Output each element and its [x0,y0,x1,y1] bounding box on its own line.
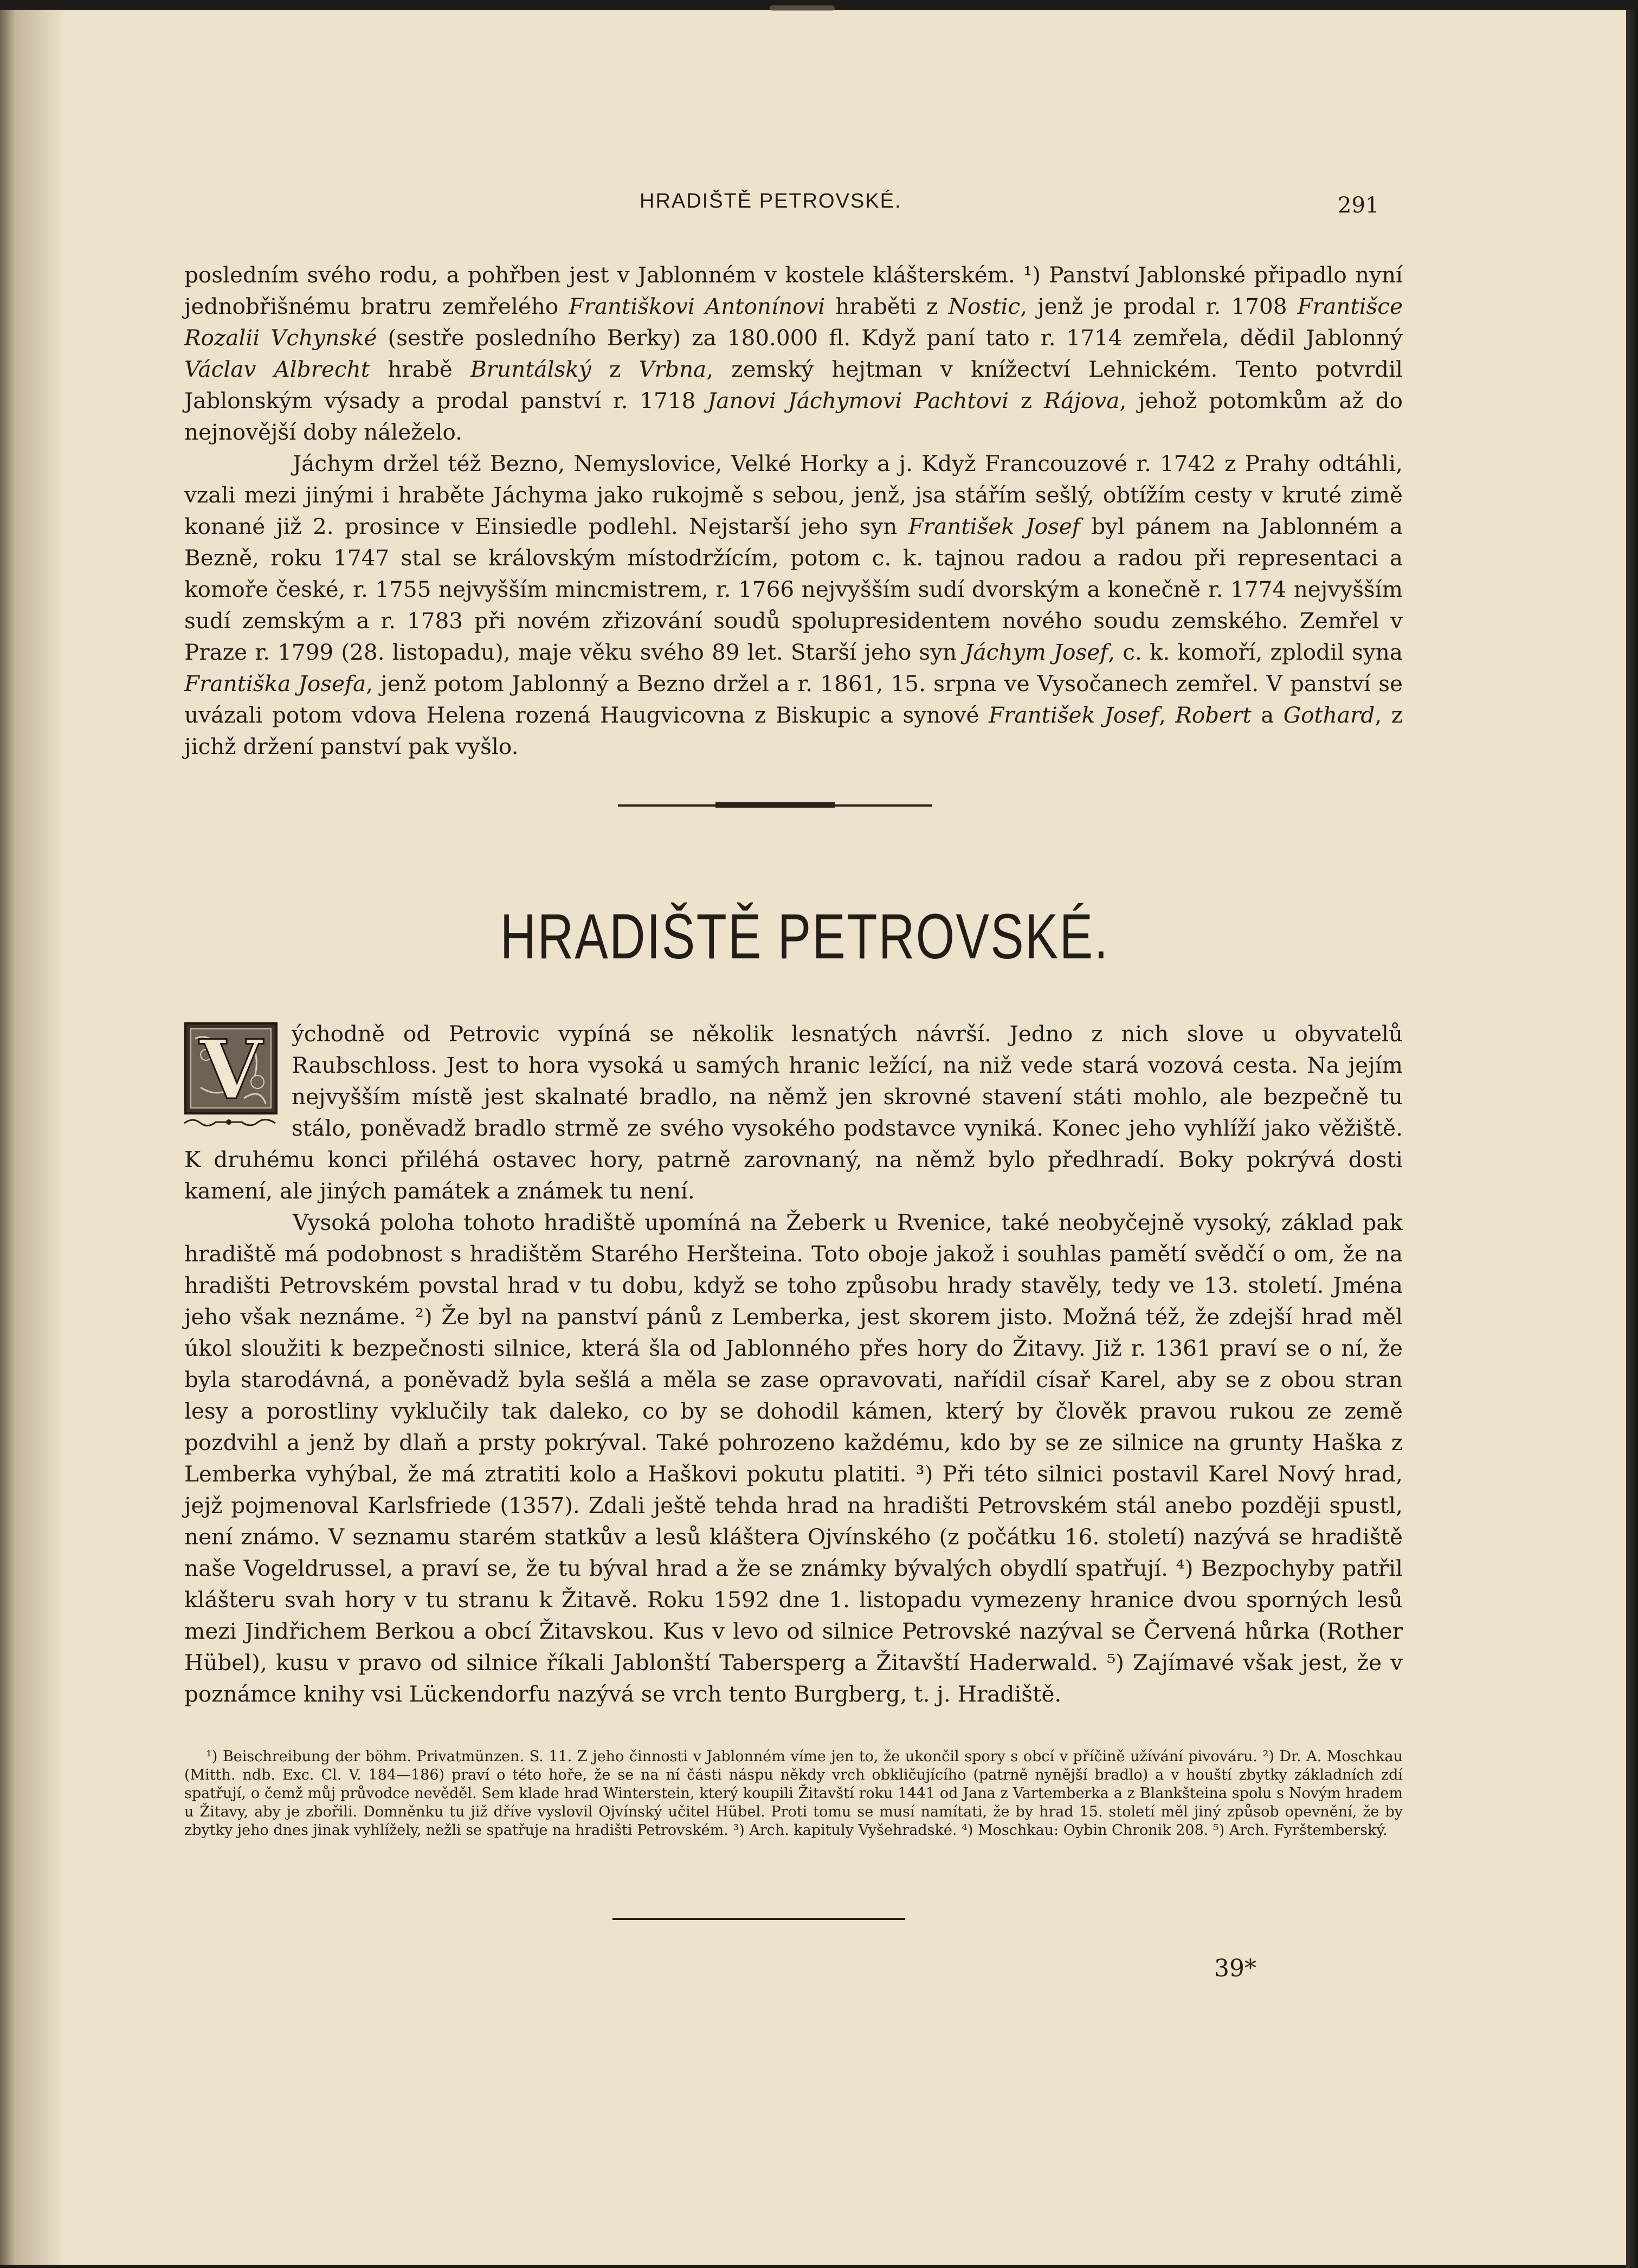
dropcap [184,1022,278,1114]
italic-name: Rájova [1043,388,1120,414]
italic-name: Bruntálský [470,356,591,382]
text-run: a [1251,702,1284,728]
footnote-end-rule [612,1918,905,1920]
top-text-block [184,259,1403,762]
text-run: , zemský hejtman v knížectví Lehnickém. Tento potvrdil Jablonským výsady a prodal panství r. 1718 [184,356,1403,414]
text-run: byl pánem na Jablonném a Bezně, roku 1747 stal se královským místodržícím, potom c. k. tajnou radou a radou při representaci a komoře české, r. 1755 nejvyšším mincmistrem, r. 1766 nejvyšším sudí dvorským a konečně r. 1774 nejvyšším sudí zemským a r. 1783 při novém zřizování soudů spolupresidentem nového soudu zemského. Zemřel v Praze r. 1799 (28. listopadu), maje věku svého 89 let. Starší jeho syn [184,513,1403,665]
text-run: , [1159,702,1176,728]
text-run: ýchodně od Petrovic vypíná se několik lesnatých návrší. Jedno z nich slove u obyvatelů Raubschloss. Jest to hora vysoká u samých hranic ležící, na niž vede stará vozová cesta. Na jejím nejvyšším místě jest skalnaté bradlo, na němž jen skrovné stavení státi mohlo, ale bezpečně tu stálo, poněvadž bradlo strmě ze svého vysokého podstavce vyniká. Konec jeho vyhlíží jako věžiště. K druhému konci přiléhá ostavec hory, patrně zarovnaný, na němž bylo předhradí. Boky pokrývá dosti kamení, ale jiných památek a známek tu není. [184,1021,1403,1204]
running-title: HRADIŠTĚ PETROVSKÉ. [640,190,902,212]
section-title: HRADIŠTĚ PETROVSKÉ. [500,901,1110,972]
italic-name: František Josef [988,702,1159,728]
page-number: 291 [1338,193,1379,218]
text-run: z [591,356,639,382]
italic-name: Janovi Jáchymovi Pachtovi [707,388,1009,414]
italic-name: Jáchym Josef [964,639,1108,665]
text-run: (sestře posledního Berky) za 180.000 fl. Když paní tato r. 1714 zemřela, dědil Jablonný [377,325,1403,351]
page-header [0,190,1626,228]
text-run: , z jichž držení panství pak vyšlo. [184,702,1403,759]
text-run: posledním svého rodu, a pohřben jest v Jablonném v kostele klášterském. [184,262,1015,288]
italic-name: Václav Albrecht [184,356,370,382]
paragraph [184,1018,1403,1207]
signature-mark: 39* [1214,1955,1256,1982]
text-run: Jáchym držel též Bezno, Nemyslovice, Velké Horky a j. Když Francouzové r. 1742 z Prahy odtáhli, vzali mezi jinými i hraběte Jáchyma jako rukojmě s sebou, jenž, jsa stářím sešlý, obtížím cesty v kruté zimě konané již 2. prosince v Einsiedle podlehl. Nejstarší jeho syn [184,450,1403,539]
text-run: , jenž potom Jablonný a Bezno držel a r. 1861, 15. srpna ve Vysočanech zemřel. V panství se uvázali potom vdova Helena rozená Haugvicovna z Biskupic a synové [184,671,1403,728]
text-run: , jehož potomkům až do nejnovější doby náleželo. [184,388,1403,445]
italic-name: Nostic [948,293,1021,319]
page-gutter-shadow [16,10,65,2265]
paragraph [184,448,1403,762]
paragraph [184,259,1403,448]
italic-name: Vrbna [639,356,707,382]
page-right-edge [1626,10,1638,2268]
flourish-icon [182,1116,278,1130]
text-run: ¹) Panství Jablonské připadlo nyní jednobřišnému bratru zemřelého [184,262,1403,319]
main-text-block [184,1018,1403,1710]
italic-name: František Josef [908,513,1080,539]
page-left-edge [0,10,16,2265]
italic-name: Františce Rozalii Vchynské [184,293,1403,351]
ornate-initial-icon [184,1022,278,1114]
italic-name: Gothard [1283,702,1375,728]
italic-name: Robert [1175,702,1252,728]
italic-name: Františka Josefa [184,671,366,697]
footnotes [184,1748,1403,1840]
svg-text:V: V [199,1022,263,1114]
text-run: hraběti z [825,293,949,319]
footnote-text: ¹) Beischreibung der böhm. Privatmünzen. S. 11. Z jeho činnosti v Jablonném víme jen to, že ukončil spory s obcí v příčině užívání pivováru. ²) Dr. A. Moschkau (Mitth. ndb. Exc. Cl. V. 184—186) praví o této hoře, že se na ní části náspu někdy vrch obkličujícího (patrně nynější bradlo) a v houští zbytky základních zdí spatřují, o čemž můj průvodce nevěděl. Sem klade hrad Winterstein, který koupili Žitavští roku 1441 od Jana z Vartemberka a z Blankšteina spolu s Novým hradem u Žitavy, aby je zbořili. Domněnku tu již dříve vyslovil Ojvínský učitel Hübel. Proti tomu se musí namítati, že by hrad 15. století měl jiný způsob opevnění, že by zbytky jeho dnes jinak vyhlížely, nežli se spatřuje na hradišti Petrovském. ³) Arch. kapituly Vyšehradské. ⁴) Moschkau: Oybin Chronik 208. ⁵) Arch. Fyrštemberský. [184,1748,1403,1839]
text-run: , jenž je prodal r. 1708 [1020,293,1298,319]
text-run: hrabě [370,356,470,382]
scan-mark [770,5,835,11]
italic-name: Františkovi Antonínovi [569,293,826,319]
paragraph [184,1207,1403,1710]
text-run: , c. k. komoří, zplodil syna [1108,639,1403,665]
section-divider [618,804,932,807]
text-run: Vysoká poloha tohoto hradiště upomíná na Žeberk u Rvenice, také neobyčejně vysoký, základ pak hradiště má podobnost s hradištěm Starého Heršteina. Toto oboje jakož i souhlas pamětí svědčí o om, že na hradišti Petrovském povstal hrad v tu dobu, když se toho způsobu hrady stavěly, tedy ve 13. století. Jména jeho však neznáme. ²) Že byl na panství pánů z Lemberka, jest skorem jisto. Možná též, že zdejší hrad měl úkol sloužiti k bezpečnosti silnice, která šla od Jablonného přes hory do Žitavy. Již r. 1361 praví se o ní, že byla starodávná, a poněvadž byla sešlá a měla se zase opravovati, nařídil císař Karel, aby se z obou stran lesy a porostliny vyklučily tak daleko, co by se dohodil kámen, který by člověk pravou rukou ze země pozdvihl a jenž by dlaň a prsty pokrýval. Také pohrozeno každému, kdo by se ze silnice na grunty Haška z Lemberka vyhýbal, že má ztratiti kolo a Haškovi pokutu platiti. ³) Při této silnici postavil Karel Nový hrad, jejž pojmenoval Karlsfriede (1357). Zdali ještě tehda hrad na hradišti Petrovském stál anebo později spustl, není známo. V seznamu starém statkův a lesů kláštera Ojvínského (z počátku 16. století) nazývá se hradiště naše Vogeldrussel, a praví se, že tu býval hrad a že se známky bývalých obydlí spatřují. ⁴) Bezpochyby patřil klášteru svah hory v tu stranu k Žitavě. Roku 1592 dne 1. listopadu vymezeny hranice dvou sporných lesů mezi Jindřichem Berkou a obcí Žitavskou. Kus v levo od silnice Petrovské nazýval se Červená hůrka (Rother Hübel), kusu v pravo od silnice říkali Jablonští Tabersperg a Žitavští Haderwald. ⁵) Zajímavé však jest, že v poznámce knihy vsi Lückendorfu nazývá se vrch tento Burgberg, t. j. Hradiště. [184,1209,1403,1707]
text-run: z [1008,388,1044,414]
